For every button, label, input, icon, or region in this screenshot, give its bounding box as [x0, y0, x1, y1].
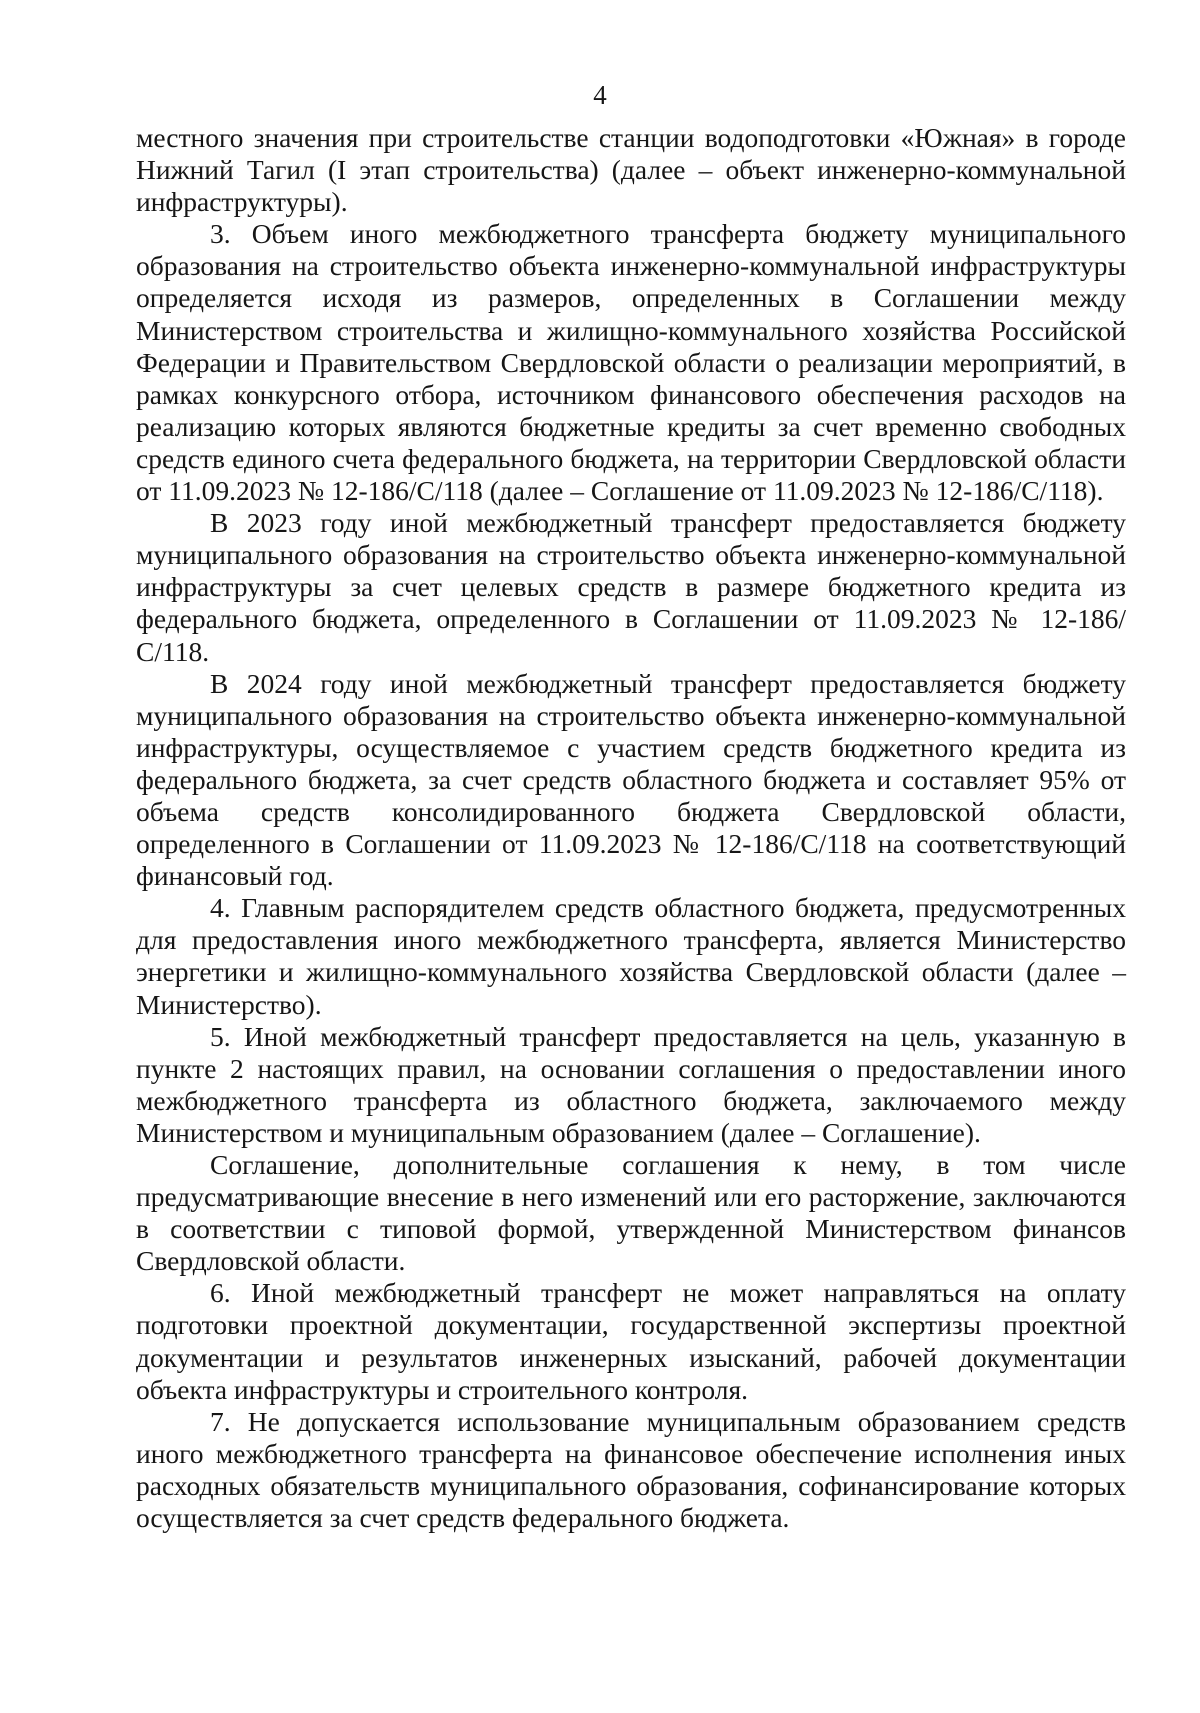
paragraph-item-5: 5. Иной межбюджетный трансферт предоставляется на цель, указанную в пункте 2 настоящих правил, на основании соглашения о предоставлении иного межбюджетного трансферта из областного бюджета, заключаемого между Министерством и муниципальным образованием (далее – Соглашение).	[136, 1020, 1126, 1148]
paragraph-item-3-2023: В 2023 году иной межбюджетный трансферт предоставляется бюджету муниципального образования на строительство объекта инженерно-коммунальной инфраструктуры за счет целевых средств в размере бюджетного кредита из федерального бюджета, определенного в Соглашении от 11.09.2023 № 12-186/С/118.	[136, 507, 1126, 667]
paragraph-item-3-2024: В 2024 году иной межбюджетный трансферт предоставляется бюджету муниципального образования на строительство объекта инженерно-коммунальной инфраструктуры, осуществляемое с участием средств бюджетного кредита из федерального бюджета, за счет средств областного бюджета и составляет 95% от объема средств консолидированного бюджета Свердловской области, определенного в Соглашении от 11.09.2023 № 12-186/С/118 на соответствующий финансовый год.	[136, 667, 1126, 892]
paragraph-continuation: местного значения при строительстве станции водоподготовки «Южная» в городе Нижний Тагил (I этап строительства) (далее – объект инженерно-коммунальной инфраструктуры).	[136, 122, 1126, 218]
paragraph-item-7: 7. Не допускается использование муниципальным образованием средств иного межбюджетного трансферта на финансовое обеспечение исполнения иных расходных обязательств муниципального образования, софинансирование которых осуществляется за счет средств федерального бюджета.	[136, 1405, 1126, 1534]
paragraph-item-5-agreement: Соглашение, дополнительные соглашения к нему, в том числе предусматривающие внесение в него изменений или его расторжение, заключаются в соответствии с типовой формой, утвержденной Министерством финансов Свердловской области.	[136, 1149, 1126, 1277]
paragraph-item-6: 6. Иной межбюджетный трансферт не может направляться на оплату подготовки проектной документации, государственной экспертизы проектной документации и результатов инженерных изысканий, рабочей документации объекта инфраструктуры и строительного контроля.	[136, 1277, 1126, 1405]
page-number: 4	[593, 80, 607, 110]
document-body	[136, 122, 1126, 1534]
paragraph-item-4: 4. Главным распорядителем средств областного бюджета, предусмотренных для предоставления иного межбюджетного трансферта, является Министерство энергетики и жилищно-коммунального хозяйства Свердловской области (далее – Министерство).	[136, 892, 1126, 1020]
paragraph-item-3: 3. Объем иного межбюджетного трансферта бюджету муниципального образования на строительство объекта инженерно-коммунальной инфраструктуры определяется исходя из размеров, определенных в Соглашении между Министерством строительства и жилищно-коммунального хозяйства Российской Федерации и Правительством Свердловской области о реализации мероприятий, в рамках конкурсного отбора, источником финансового обеспечения расходов на реализацию которых являются бюджетные кредиты за счет временно свободных средств единого счета федерального бюджета, на территории Свердловской области от 11.09.2023 № 12-186/С/118 (далее – Соглашение от 11.09.2023 № 12-186/С/118).	[136, 218, 1126, 507]
